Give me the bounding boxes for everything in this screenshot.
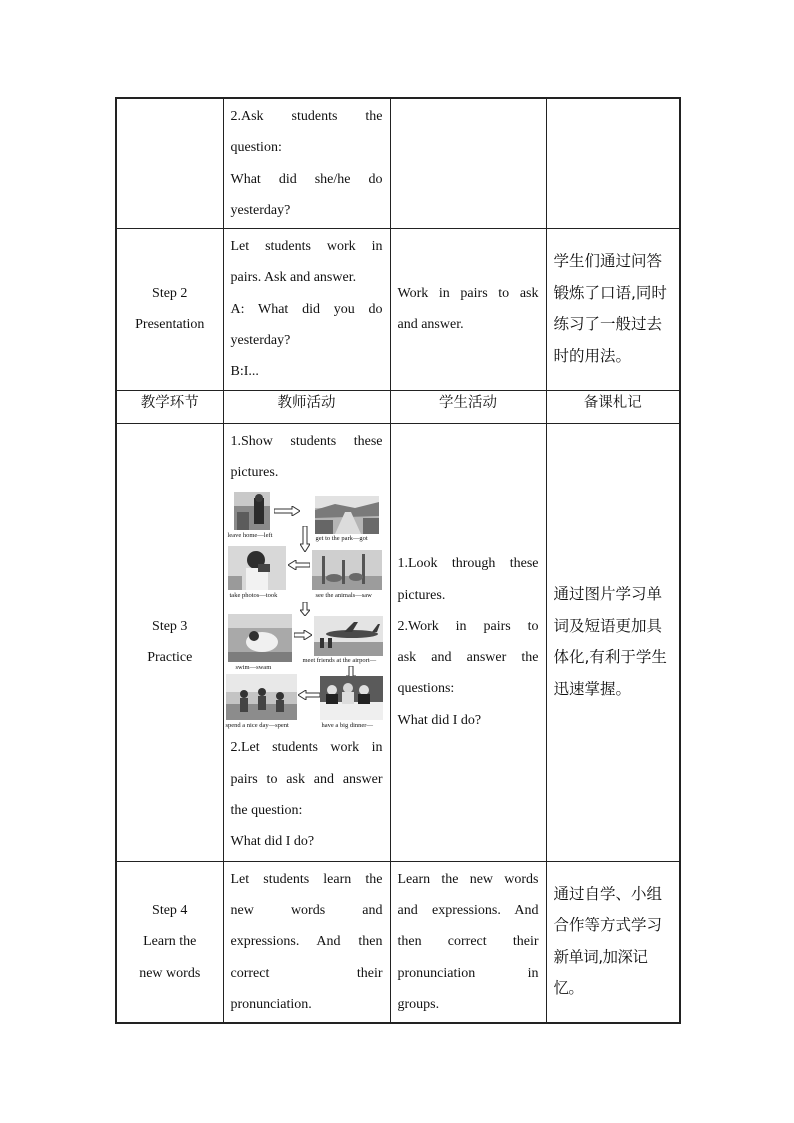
caption: see the animals—saw — [315, 592, 372, 600]
text-line: 2.Ask students the — [230, 109, 383, 124]
teacher-activity-cell — [223, 423, 390, 861]
text-line: pairs to ask and answer — [230, 771, 383, 787]
caption: take photos—took — [229, 592, 278, 600]
photo-icon — [228, 546, 286, 590]
text-line: 词及短语更加具 — [553, 616, 663, 635]
stage-label: Presentation — [135, 317, 205, 333]
step-label: Step 2 — [152, 286, 188, 302]
caption: swim—swam — [235, 664, 272, 672]
caption: meet friends at the airport— — [302, 657, 377, 665]
header-row — [116, 390, 680, 423]
picture-flow — [226, 490, 383, 730]
text-line: then correct their — [397, 934, 539, 950]
photo-icon — [314, 616, 383, 656]
text-line: question: — [230, 140, 282, 156]
caption: have a big dinner— — [321, 722, 373, 730]
text-line: ask and answer the — [397, 650, 539, 666]
text-line: 1.Look through these — [397, 556, 539, 572]
text-line: 2.Let students work in — [230, 740, 383, 756]
header-cell: 教学环节 — [116, 390, 223, 423]
flow-arrow-icon — [274, 506, 300, 516]
text-line: yesterday? — [230, 333, 291, 349]
text-line: new words and — [230, 902, 383, 918]
step-cell — [116, 423, 223, 861]
text-line: Work in pairs to ask — [397, 286, 539, 302]
text-line: 2.Work in pairs to — [397, 618, 539, 634]
text-line: 迅速掌握。 — [553, 679, 632, 698]
header-cell: 学生活动 — [390, 390, 546, 423]
photo-icon — [315, 496, 379, 534]
lesson-plan-table — [115, 97, 681, 1024]
text-line: 1.Show students these — [230, 433, 383, 449]
flow-arrow-icon — [300, 602, 310, 616]
step-label: Step 4 — [152, 902, 188, 918]
text-line: pictures. — [397, 587, 446, 603]
notes-cell — [546, 229, 680, 390]
text-line: expressions. And then — [230, 934, 383, 950]
step-cell — [116, 229, 223, 390]
student-activity-cell — [390, 229, 546, 390]
text-line: B:I... — [230, 364, 259, 380]
student-activity-cell — [390, 861, 546, 1023]
photo-icon — [226, 674, 297, 720]
text-line: and expressions. And — [397, 902, 539, 918]
text-line: A: What did you do — [230, 301, 383, 317]
table-row — [116, 861, 680, 1023]
caption: get to the park—got — [315, 535, 368, 543]
caption: leave home—left — [227, 532, 273, 540]
text-line: Let students work in — [230, 239, 383, 255]
text-line: 合作等方式学习 — [553, 916, 663, 935]
text-line: Let students learn the — [230, 871, 383, 887]
text-line: 学生们通过问答 — [553, 252, 663, 271]
text-line: 锻炼了口语,同时 — [553, 283, 667, 302]
header-cell: 备课札记 — [546, 390, 680, 423]
text-line: Learn the new words — [397, 871, 539, 887]
photo-icon — [320, 676, 383, 720]
teacher-activity-cell — [223, 229, 390, 390]
stage-label: Practice — [147, 650, 193, 666]
text-line: questions: — [397, 681, 455, 697]
text-line: yesterday? — [230, 202, 291, 218]
text-line: pronunciation. — [230, 996, 312, 1012]
photo-icon — [234, 492, 270, 530]
student-activity-cell — [390, 423, 546, 861]
notes-cell — [546, 98, 680, 229]
text-line: 通过图片学习单 — [553, 585, 663, 604]
flow-arrow-icon — [294, 630, 312, 640]
text-line: pronunciation in — [397, 965, 539, 981]
step-label: Step 3 — [152, 618, 188, 634]
photo-icon — [228, 614, 292, 662]
text-line: correct their — [230, 965, 383, 981]
text-line: What did I do? — [230, 834, 315, 850]
text-line: 练习了一般过去 — [553, 315, 663, 334]
flow-arrow-icon — [298, 690, 320, 700]
student-activity-cell — [390, 98, 546, 229]
text-line: the question: — [230, 802, 303, 818]
flow-arrow-icon — [288, 560, 310, 570]
text-line: What did she/he do — [230, 171, 383, 187]
flow-arrow-icon — [300, 526, 310, 552]
teacher-activity-cell — [223, 98, 390, 229]
table-row — [116, 229, 680, 390]
teacher-activity-cell — [223, 861, 390, 1023]
text-line: 时的用法。 — [553, 346, 632, 365]
notes-cell — [546, 423, 680, 861]
table-row — [116, 98, 680, 229]
step-cell — [116, 861, 223, 1023]
stage-label: new words — [139, 965, 201, 981]
text-line: pairs. Ask and answer. — [230, 270, 357, 286]
photo-icon — [312, 550, 382, 590]
text-line: What did I do? — [397, 712, 482, 728]
text-line: 体化,有利于学生 — [553, 648, 667, 667]
stage-label: Learn the — [143, 934, 197, 950]
text-line: pictures. — [230, 464, 279, 480]
caption: spend a nice day—spent — [225, 722, 289, 730]
text-line: groups. — [397, 996, 440, 1012]
header-cell: 教师活动 — [223, 390, 390, 423]
step-cell — [116, 98, 223, 229]
notes-cell — [546, 861, 680, 1023]
table-row — [116, 423, 680, 861]
text-line: 新单词,加深记忆。 — [553, 947, 648, 998]
text-line: 通过自学、小组 — [553, 884, 663, 903]
text-line: and answer. — [397, 317, 464, 333]
